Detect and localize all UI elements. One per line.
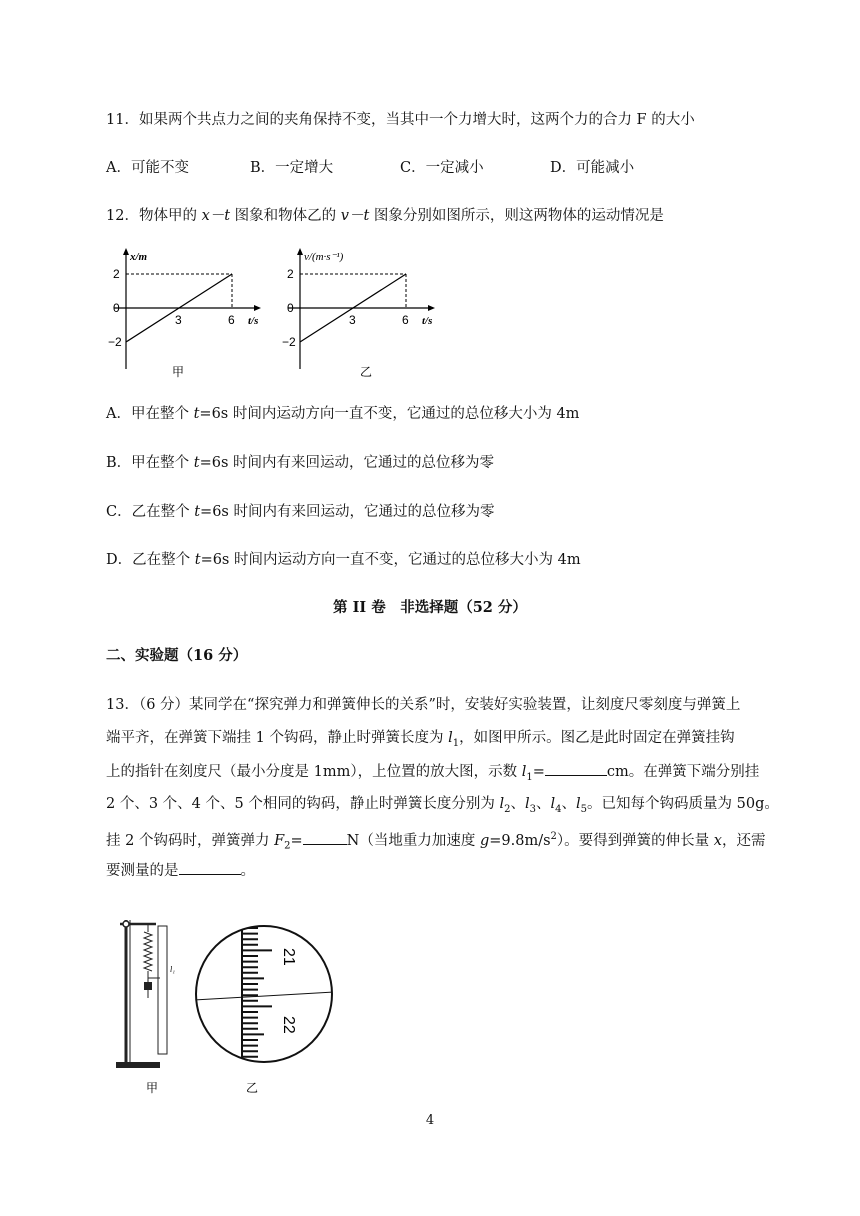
- q11-option-d: D．可能减小: [550, 160, 635, 176]
- q13-line3: 上的指针在刻度尺（最小分度是 1mm），上位置的放大图，示数 $l_1=$ cm。在弹簧下端分别挂: [106, 761, 759, 788]
- vt-ytick-2: 2: [287, 267, 294, 281]
- vt-xlabel: t/s: [422, 315, 433, 327]
- q11-option-b: B．一定增大: [250, 160, 334, 176]
- q13-line6: 要测量的是 。: [106, 860, 255, 881]
- q13-line4: 2 个、3 个、4 个、5 个相同的钩码，静止时弹簧长度分别为 $l_2$、$l_3$、$l_4$、$l_5$。已知每个钩码质量为 50g。: [106, 796, 779, 815]
- spring-apparatus-figure: [112, 912, 192, 1098]
- hook-weight: [144, 982, 152, 990]
- xt-ytick-neg2: −2: [108, 335, 122, 349]
- q12-option-c: C．乙在整个 t=6s 时间内有来回运动，它通过的总位移为零: [106, 504, 495, 520]
- q11-option-c: C．一定减小: [400, 160, 484, 176]
- q12-option-b: B．甲在整个 t=6s 时间内有来回运动，它通过的总位移为零: [106, 455, 495, 471]
- stand-base: [116, 1062, 160, 1068]
- xt-ytick-0: 0: [113, 301, 120, 315]
- xt-ytick-2: 2: [113, 267, 120, 281]
- xt-caption: 甲: [172, 365, 185, 379]
- vt-graph: [280, 244, 450, 384]
- vt-xtick-6: 6: [402, 313, 409, 327]
- vt-ytick-0: 0: [287, 301, 294, 315]
- xt-xtick-3: 3: [175, 313, 182, 327]
- q13-line1: 13．（6 分）某同学在“探究弹力和弹簧伸长的关系”时，安装好实验装置，让刻度尺零刻度与弹簧上: [106, 697, 741, 713]
- vt-ytick-neg2: −2: [282, 335, 296, 349]
- q12-stem: 12．物体甲的 x－t 图象和物体乙的 v－t 图象分别如图所示，则这两物体的运动情况是: [106, 208, 664, 224]
- caption-yi: 乙: [246, 1081, 259, 1095]
- vt-ylabel: v/(m·s⁻¹): [304, 251, 344, 263]
- q13-line5: 挂 2 个钩码时，弹簧弹力 $F_2= N$（当地重力加速度 $g=9.8m/s^2$）。要得到弹簧的伸长量 x，还需: [106, 831, 766, 852]
- spring-coil: [144, 932, 152, 971]
- answer-blank-measure[interactable]: [179, 860, 241, 875]
- caption-jia: 甲: [146, 1081, 159, 1095]
- xt-xlabel: t/s: [248, 315, 259, 327]
- l1-label: l₁: [170, 965, 176, 974]
- q12-option-d: D．乙在整个 t=6s 时间内运动方向一直不变，它通过的总位移大小为 4m: [106, 552, 581, 568]
- q11-stem: 11．如果两个共点力之间的夹角保持不变，当其中一个力增大时，这两个力的合力 F 的大小: [106, 112, 695, 128]
- ruler: [158, 926, 167, 1054]
- xt-graph: [106, 244, 266, 384]
- ruler-label-21: 21: [280, 948, 297, 966]
- ruler-label-22: 22: [280, 1016, 297, 1034]
- vt-caption: 乙: [360, 365, 373, 379]
- ruler-ticks: [242, 928, 272, 1068]
- xt-xtick-6: 6: [228, 313, 235, 327]
- q11-option-a: A．可能不变: [106, 160, 189, 176]
- q13-line2: 端平齐，在弹簧下端挂 1 个钩码，静止时弹簧长度为 $l_1$，如图甲所示。图乙是此时固定在弹簧挂钩: [106, 730, 735, 749]
- q12-option-a: A．甲在整个 t=6s 时间内运动方向一直不变，它通过的总位移大小为 4m: [106, 406, 580, 422]
- section2-title: 第 II 卷 非选择题（52 分）: [333, 599, 527, 616]
- xt-ylabel: x/m: [130, 251, 148, 263]
- answer-blank-l1[interactable]: [545, 761, 607, 776]
- answer-blank-f2[interactable]: [303, 830, 347, 845]
- vt-xtick-3: 3: [349, 313, 356, 327]
- page-number: 4: [425, 1113, 435, 1128]
- pointer-line: [194, 992, 334, 1000]
- part2-title: 二、实验题（16 分）: [106, 647, 248, 664]
- magnified-ruler-figure: [192, 912, 342, 1098]
- magnifier-circle: [196, 926, 332, 1062]
